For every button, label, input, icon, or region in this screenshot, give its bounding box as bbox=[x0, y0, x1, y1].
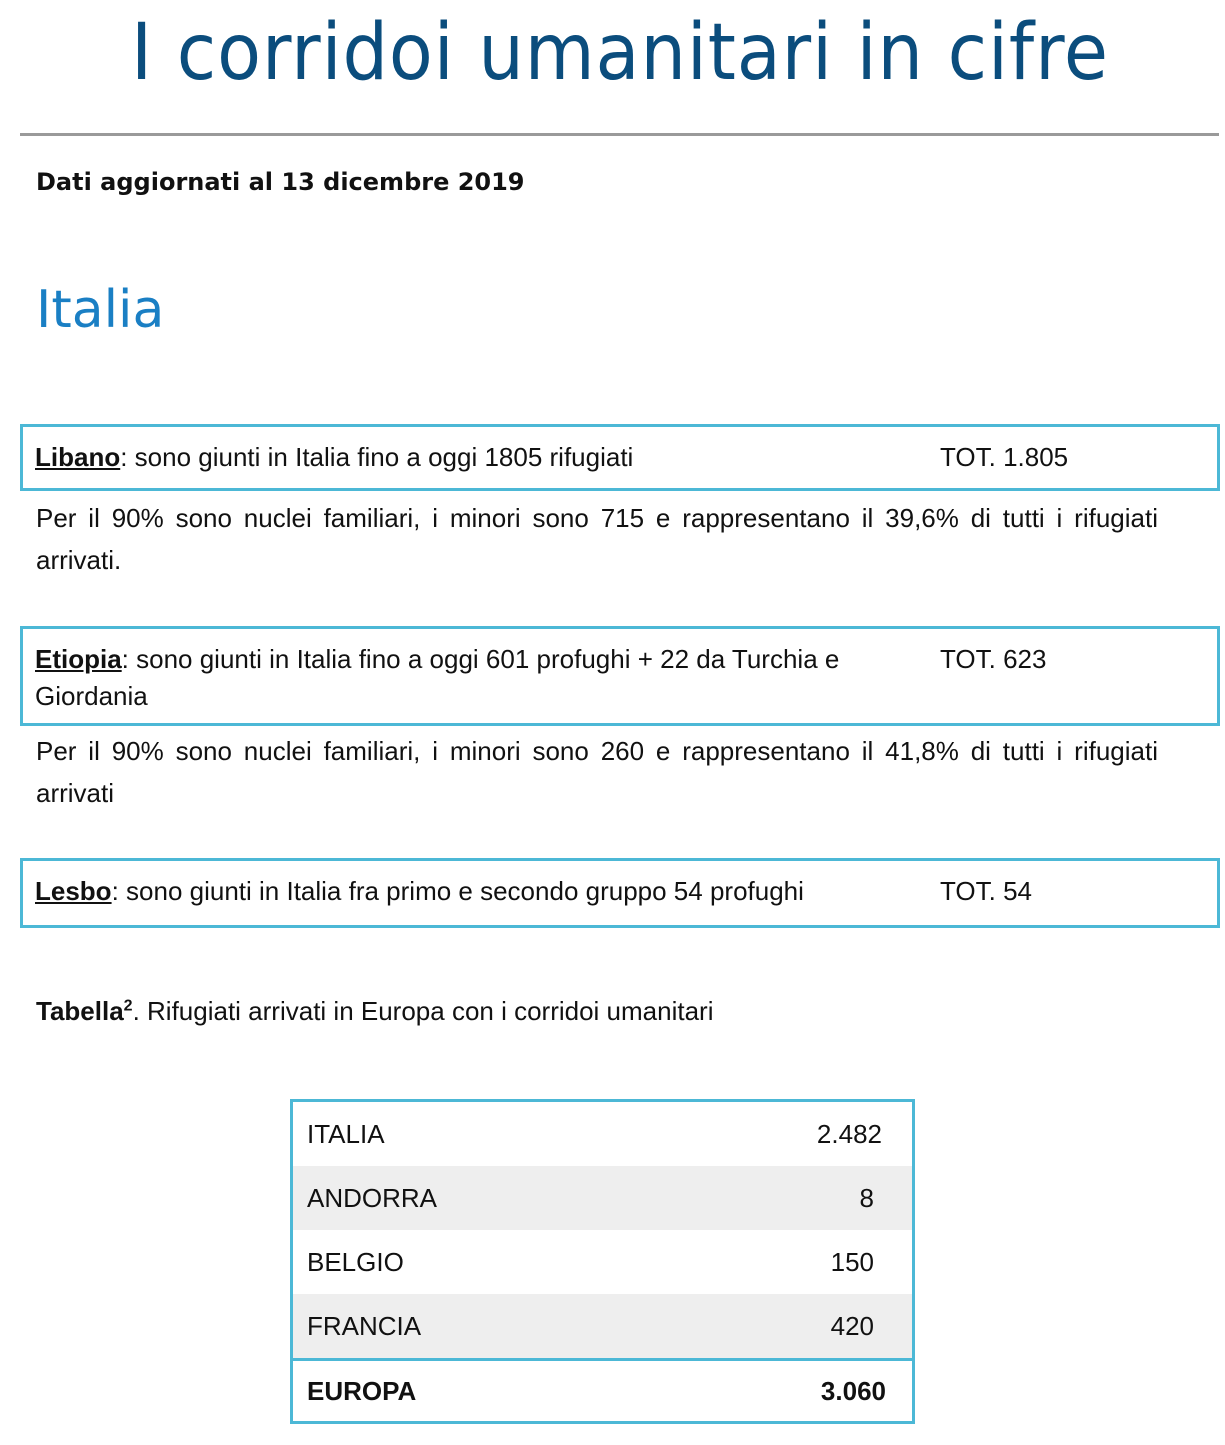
section-total: TOT. 623 bbox=[940, 644, 1047, 674]
table-row bbox=[292, 1294, 914, 1360]
row-value: 8 bbox=[659, 1166, 914, 1230]
row-value: 2.482 bbox=[816, 1118, 882, 1149]
table-row bbox=[292, 1101, 914, 1167]
section-description: : sono giunti in Italia fra primo e secondo gruppo 54 profughi bbox=[111, 876, 804, 906]
table-total-row bbox=[292, 1360, 914, 1423]
section-note: Per il 90% sono nuclei familiari, i minori sono 260 e rappresentano il 41,8% di tutti i rifugiati arrivati bbox=[36, 736, 1158, 808]
section-total: TOT. 1.805 bbox=[940, 442, 1069, 472]
row-country: ITALIA bbox=[307, 1118, 385, 1149]
table-row bbox=[292, 1230, 914, 1294]
total-value: 3.060 bbox=[659, 1360, 914, 1423]
section-text bbox=[35, 439, 915, 476]
page-title: I corridoi umanitari in cifre bbox=[130, 8, 1109, 98]
table-caption bbox=[36, 996, 714, 1027]
section-description: : sono giunti in Italia fino a oggi 1805 rifugiati bbox=[120, 442, 634, 472]
row-value: 420 bbox=[659, 1294, 914, 1360]
section-note: Per il 90% sono nuclei familiari, i minori sono 715 e rappresentano il 39,6% di tutti i rifugiati arrivati. bbox=[36, 503, 1158, 575]
region-heading: Italia bbox=[36, 280, 165, 340]
update-date: Dati aggiornati al 13 dicembre 2019 bbox=[36, 168, 525, 196]
country-name: Etiopia bbox=[35, 644, 122, 674]
total-label: EUROPA bbox=[292, 1360, 659, 1423]
table-row bbox=[292, 1166, 914, 1230]
title-divider bbox=[20, 133, 1219, 136]
row-country: BELGIO bbox=[307, 1246, 404, 1277]
country-name: Lesbo bbox=[35, 876, 112, 906]
section-description: : sono giunti in Italia fino a oggi 601 profughi + 22 da Turchia e Giordania bbox=[35, 644, 840, 711]
europe-table bbox=[290, 1099, 915, 1424]
caption-text: . Rifugiati arrivati in Europa con i corridoi umanitari bbox=[132, 996, 714, 1026]
section-box-libano bbox=[20, 424, 1220, 491]
caption-label: Tabella bbox=[36, 996, 124, 1026]
footnote-marker: 2 bbox=[123, 997, 133, 1015]
row-country: ANDORRA bbox=[292, 1166, 659, 1230]
country-name: Libano bbox=[35, 442, 121, 472]
section-text bbox=[35, 873, 915, 910]
section-box-lesbo bbox=[20, 858, 1220, 928]
row-country: FRANCIA bbox=[292, 1294, 659, 1360]
row-value: 150 bbox=[830, 1246, 874, 1277]
section-text bbox=[35, 641, 915, 715]
section-box-etiopia bbox=[20, 626, 1220, 726]
section-total: TOT. 54 bbox=[940, 876, 1033, 906]
